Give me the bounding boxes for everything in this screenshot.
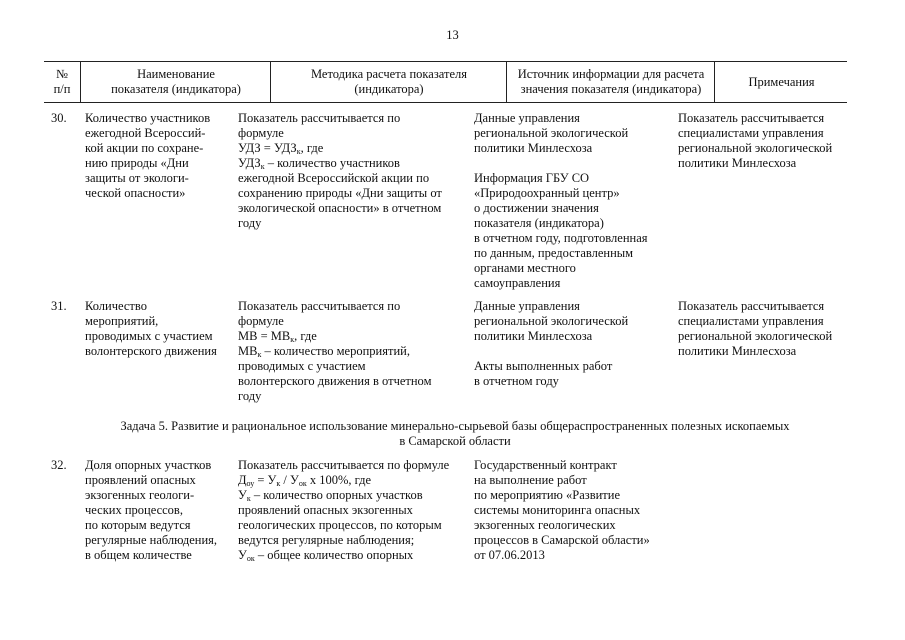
information-source: Государственный контракт на выполнение работ по мероприятию «Развитие системы мониторинга опасных экзогенных геологических процессов в Самарской области» от 07.06.2013: [474, 458, 650, 562]
header-source-line1: Источник информации для расчета: [517, 67, 705, 81]
calculation-method: Показатель рассчитывается по формуле $Д_{оу} = У_к / У_{ок}$ х 100%, где $У_к$ – количество опорных участков проявлений опасных экзогенных геологических процессов, по которым ведутся регулярные наблюдения; $У_{ок}$ – общее количество опорных: [238, 458, 450, 563]
header-name-line1: Наименование: [137, 67, 215, 81]
header-method-line1: Методика расчета показателя: [310, 67, 468, 81]
formula: $Д_{оу} = У_к / У_{ок}$ х 100%, где: [238, 473, 372, 488]
header-calculation-method: [270, 62, 507, 102]
task-heading: Задача 5. Развитие и рациональное использование минерально-сырьевой базы общераспространенных полезных ископаемых в Самарской области: [120, 419, 790, 448]
notes: Показатель рассчитывается специалистами управления региональной экологической политики Минлесхоза: [678, 299, 833, 358]
formula: УДЗ = $УДЗ_к$, где: [238, 141, 324, 156]
notes: Показатель рассчитывается специалистами управления региональной экологической политики Минлесхоза: [678, 111, 833, 170]
header-number: [44, 62, 80, 102]
calculation-method: Показатель рассчитывается по формуле МВ = $МВ_к$, где $МВ_к$ – количество мероприятий, проводимых с участием волонтерского движения в отчетном году: [238, 299, 432, 403]
information-source: Данные управления региональной экологической политики Минлесхоза Информация ГБУ СО «Природоохранный центр» о достижении значения показателя (индикатора) в отчетном году, подготовленная по данным, предоставленным органами местного самоуправления: [474, 111, 648, 290]
header-name-line2: показателя (индикатора): [111, 82, 241, 96]
formula: МВ = $МВ_к$, где: [238, 329, 317, 344]
indicator-name: Количество участников ежегодной Всероссий- кой акции по сохране- нию природы «Дни защиты от экологи- ческой опасности»: [85, 111, 211, 200]
information-source: Данные управления региональной экологической политики Минлесхоза Акты выполненных работ в отчетном году: [474, 299, 629, 388]
page-number: 13: [446, 28, 459, 42]
header-source-line2: значения показателя (индикатора): [520, 82, 702, 96]
calculation-method: Показатель рассчитывается по формуле УДЗ = $УДЗ_к$, где $УДЗ_к$ – количество участников ежегодной Всероссийской акции по сохранению природы «Дни защиты от экологической опасности» в отчетном году: [238, 111, 442, 230]
indicator-name: Доля опорных участков проявлений опасных экзогенных геологи- ческих процессов, по которым ведутся регулярные наблюдения, в общем количестве: [85, 458, 218, 562]
header-notes-label: Примечания: [748, 74, 815, 89]
row-number: 31.: [51, 299, 67, 313]
header-method-line2: (индикатора): [354, 82, 424, 96]
header-information-source: [506, 62, 715, 102]
row-number: 32.: [51, 458, 67, 472]
indicator-name: Количество мероприятий, проводимых с участием волонтерского движения: [85, 299, 217, 358]
row-number: 30.: [51, 111, 67, 125]
header-num-line1: №: [56, 67, 68, 81]
header-indicator-name: [80, 62, 271, 102]
header-notes: [714, 62, 848, 102]
header-num-line2: п/п: [53, 82, 71, 96]
table-header: [44, 61, 847, 103]
